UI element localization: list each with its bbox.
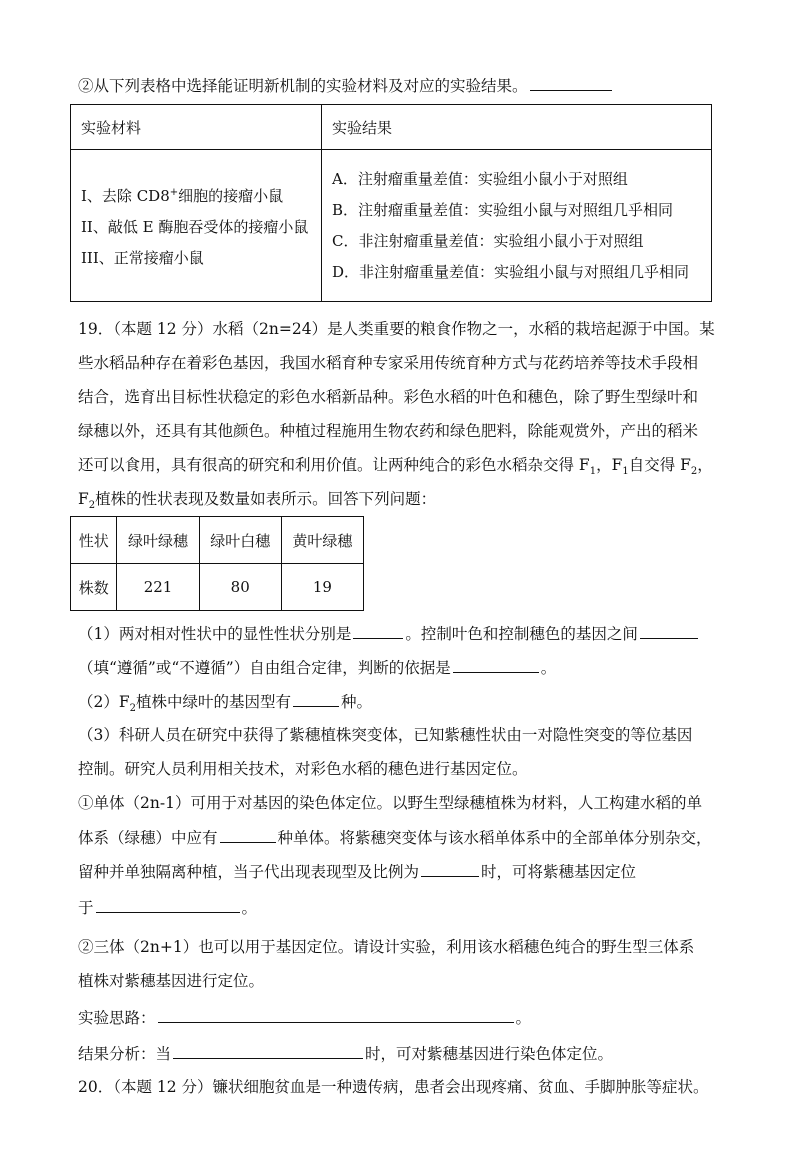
q19-idea: 实验思路： 。: [78, 1006, 531, 1029]
q19-part1: （填“遵循”或“不遵循”）自由组合定律，判断的依据是 。: [78, 656, 556, 679]
q19-part2: $(2)F_2$植株中绿叶的基因型有 种。: [78, 690, 372, 720]
materials-cell: [71, 150, 322, 302]
material-item: I、去除 CD8+细胞的接瘤小鼠: [81, 187, 284, 205]
q19-sub1: 体系（绿穗）中应有 种单体。将紫穗突变体与该水稻单体系中的全部单体分别杂交，: [78, 826, 712, 849]
q19-line: 结合，选育出目标性状稳定的彩色水稻新品种。彩色水稻的叶色和穗色，除了野生型绿叶和: [78, 388, 699, 406]
q19-line: 绿穗以外，还具有其他颜色。种植过程施用生物农药和绿色肥料，除能观赏外，产出的稻米: [78, 422, 699, 440]
trait-header: 绿叶白穗: [199, 517, 281, 564]
q20-line: 20．（本题 12 分）镰状细胞贫血是一种遗传病，患者会出现疼痛、贫血、手脚肿胀等症状。: [78, 1078, 709, 1096]
q19-sub1: 于 。: [78, 896, 257, 919]
answer-blank[interactable]: [96, 896, 240, 913]
q19-sub2: ②三体（2n+1）也可以用于基因定位。请设计实验，利用该水稻穗色纯合的野生型三体系: [78, 938, 695, 956]
q19-part1: （1）两对相对性状中的显性性状分别是 。控制叶色和控制穗色的基因之间: [78, 622, 700, 645]
q19-line: 些水稻品种存在着彩色基因，我国水稻育种专家采用传统育种方式与花药培养等技术手段相: [78, 354, 699, 372]
q19-line: 19．（本题 12 分）水稻（2n=24）是人类重要的粮食作物之一，水稻的栽培起源于中国。某: [78, 320, 715, 338]
answer-blank[interactable]: [173, 1042, 363, 1059]
answer-blank[interactable]: [453, 656, 539, 673]
result-item: C．非注射瘤重量差值：实验组小鼠小于对照组: [332, 231, 644, 250]
experiment-table: [70, 104, 712, 302]
count-value: 221: [117, 564, 199, 611]
q19-part3: （3）科研人员在研究中获得了紫穗植株突变体，已知紫穗性状由一对隐性突变的等位基因: [78, 726, 693, 744]
answer-blank[interactable]: [530, 74, 612, 91]
header-materials: 实验材料: [71, 105, 322, 150]
results-cell: [322, 150, 712, 302]
material-item: II、敲低 E 酶胞吞受体的接瘤小鼠: [81, 218, 309, 236]
count-label: 株数: [71, 564, 117, 611]
header-results: 实验结果: [322, 105, 712, 150]
trait-header: 性状: [71, 517, 117, 564]
result-item: A．注射瘤重量差值：实验组小鼠小于对照组: [332, 169, 628, 188]
material-item: III、正常接瘤小鼠: [81, 249, 204, 267]
q19-part3: 控制。研究人员利用相关技术，对彩色水稻的穗色进行基因定位。: [78, 760, 528, 778]
answer-blank[interactable]: [220, 826, 276, 843]
q19-sub2: 植株对紫穗基因进行定位。: [78, 972, 265, 990]
count-value: 19: [281, 564, 363, 611]
answer-blank[interactable]: [353, 622, 403, 639]
count-value: 80: [199, 564, 281, 611]
trait-header: 绿叶绿穗: [117, 517, 199, 564]
answer-blank[interactable]: [421, 860, 479, 877]
result-item: D．非注射瘤重量差值：实验组小鼠与对照组几乎相同: [332, 262, 690, 281]
answer-blank[interactable]: [158, 1006, 514, 1023]
answer-blank[interactable]: [293, 690, 339, 707]
q19-line: $F_2$植株的性状表现及数量如表所示。回答下列问题：: [78, 490, 437, 512]
q18-prompt: ②从下列表格中选择能证明新机制的实验材料及对应的实验结果。: [78, 74, 614, 97]
q19-sub1: ①单体（2n-1）可用于对基因的染色体定位。以野生型绿穗植株为材料，人工构建水稻的单: [78, 794, 702, 812]
q19-sub1: 留种并单独隔离种植，当子代出现表现型及比例为 时，可将紫穗基因定位: [78, 860, 636, 883]
trait-header: 黄叶绿穗: [281, 517, 363, 564]
result-item: B．注射瘤重量差值：实验组小鼠与对照组几乎相同: [332, 200, 674, 219]
q19-result: 结果分析：当 时，可对紫穗基因进行染色体定位。: [78, 1042, 613, 1065]
answer-blank[interactable]: [640, 622, 698, 639]
trait-table: [70, 516, 364, 611]
q19-line: 还可以食用，具有很高的研究和利用价值。让两种纯合的彩色水稻杂交得 $F_1$，$F_1$自交得 $F_2$，: [78, 456, 713, 478]
